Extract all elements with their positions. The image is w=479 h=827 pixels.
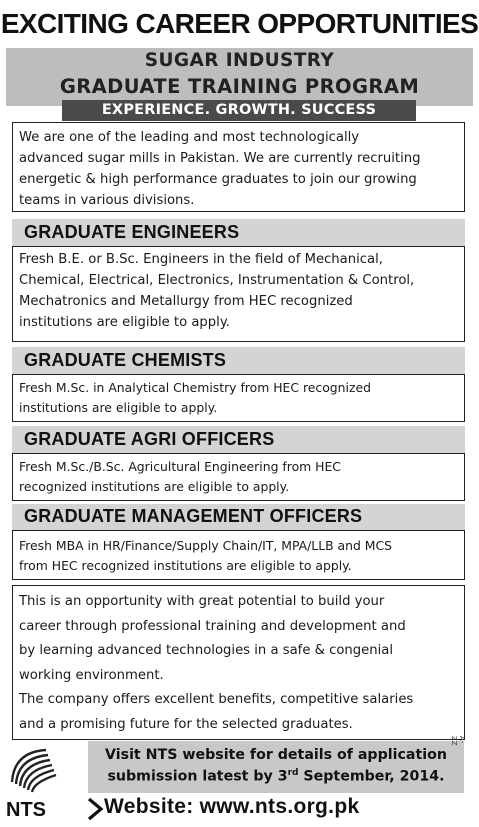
website-link[interactable]: Website: www.nts.org.pk [104,795,360,818]
agri-text [19,457,465,496]
visit-line-2-post: September, 2014. [298,768,445,785]
intro-line: energetic & high performance graduates to join our growing [19,172,417,187]
closing-paragraph [19,590,465,737]
visit-line-2-pre: submission latest by 3 [107,768,288,785]
section-heading-chemists: GRADUATE CHEMISTS [24,350,227,370]
section-heading-engineers: GRADUATE ENGINEERS [24,222,240,242]
intro-paragraph [19,127,465,211]
nts-logo [2,742,82,822]
closing-line: and a promising future for the selected graduates. [19,716,353,732]
logo-swoosh-icon [12,750,56,792]
closing-line: by learning advanced technologies in a safe & congenial [19,643,394,658]
chemists-text [19,378,465,417]
side-code: A-ZZ [450,736,466,746]
closing-line: This is an opportunity with great potential to build your [19,594,385,609]
intro-line: advanced sugar mills in Pakistan. We are currently recruiting [19,151,421,166]
engineers-line: Mechatronics and Metallurgy from HEC recognized [19,294,353,309]
headline: EXCITING CAREER OPPORTUNITIES [0,8,479,39]
engineers-line: Fresh B.E. or B.Sc. Engineers in the field of Mechanical, [19,252,383,267]
chemists-line: Fresh M.Sc. in Analytical Chemistry from HEC recognized [19,380,371,395]
logo-text: NTS [6,799,46,821]
closing-line: working environment. [19,667,164,683]
visit-line-2-sup: rd [287,768,299,778]
closing-line: career through professional training and development and [19,618,406,634]
visit-line-1: Visit NTS website for details of application [105,747,447,763]
closing-line: The company offers excellent benefits, competitive salaries [19,692,414,707]
agri-line: Fresh M.Sc./B.Sc. Agricultural Engineering from HEC [19,459,341,474]
management-line: Fresh MBA in HR/Finance/Supply Chain/IT, MPA/LLB and MCS [19,538,392,553]
visit-line-2 [88,768,464,785]
chemists-line: institutions are eligible to apply. [19,399,218,415]
intro-line: teams in various divisions. [19,193,195,208]
banner-program: GRADUATE TRAINING PROGRAM [59,75,420,98]
arrow-right-icon [86,797,104,821]
section-heading-management: GRADUATE MANAGEMENT OFFICERS [24,506,363,526]
banner-industry: SUGAR INDUSTRY [144,50,335,71]
management-line: from HEC recognized institutions are eligible to apply. [19,557,352,573]
agri-line: recognized institutions are eligible to apply. [19,478,290,494]
engineers-line: institutions are eligible to apply. [19,315,230,330]
engineers-text [19,249,465,333]
intro-line: We are one of the leading and most technologically [19,130,360,145]
visit-box [88,741,464,793]
tagline-bar: EXPERIENCE. GROWTH. SUCCESS [62,100,416,121]
section-heading-agri: GRADUATE AGRI OFFICERS [24,429,275,449]
program-banner [6,48,473,106]
engineers-line: Chemical, Electrical, Electronics, Instrumentation & Control, [19,273,415,288]
management-text [19,536,465,575]
